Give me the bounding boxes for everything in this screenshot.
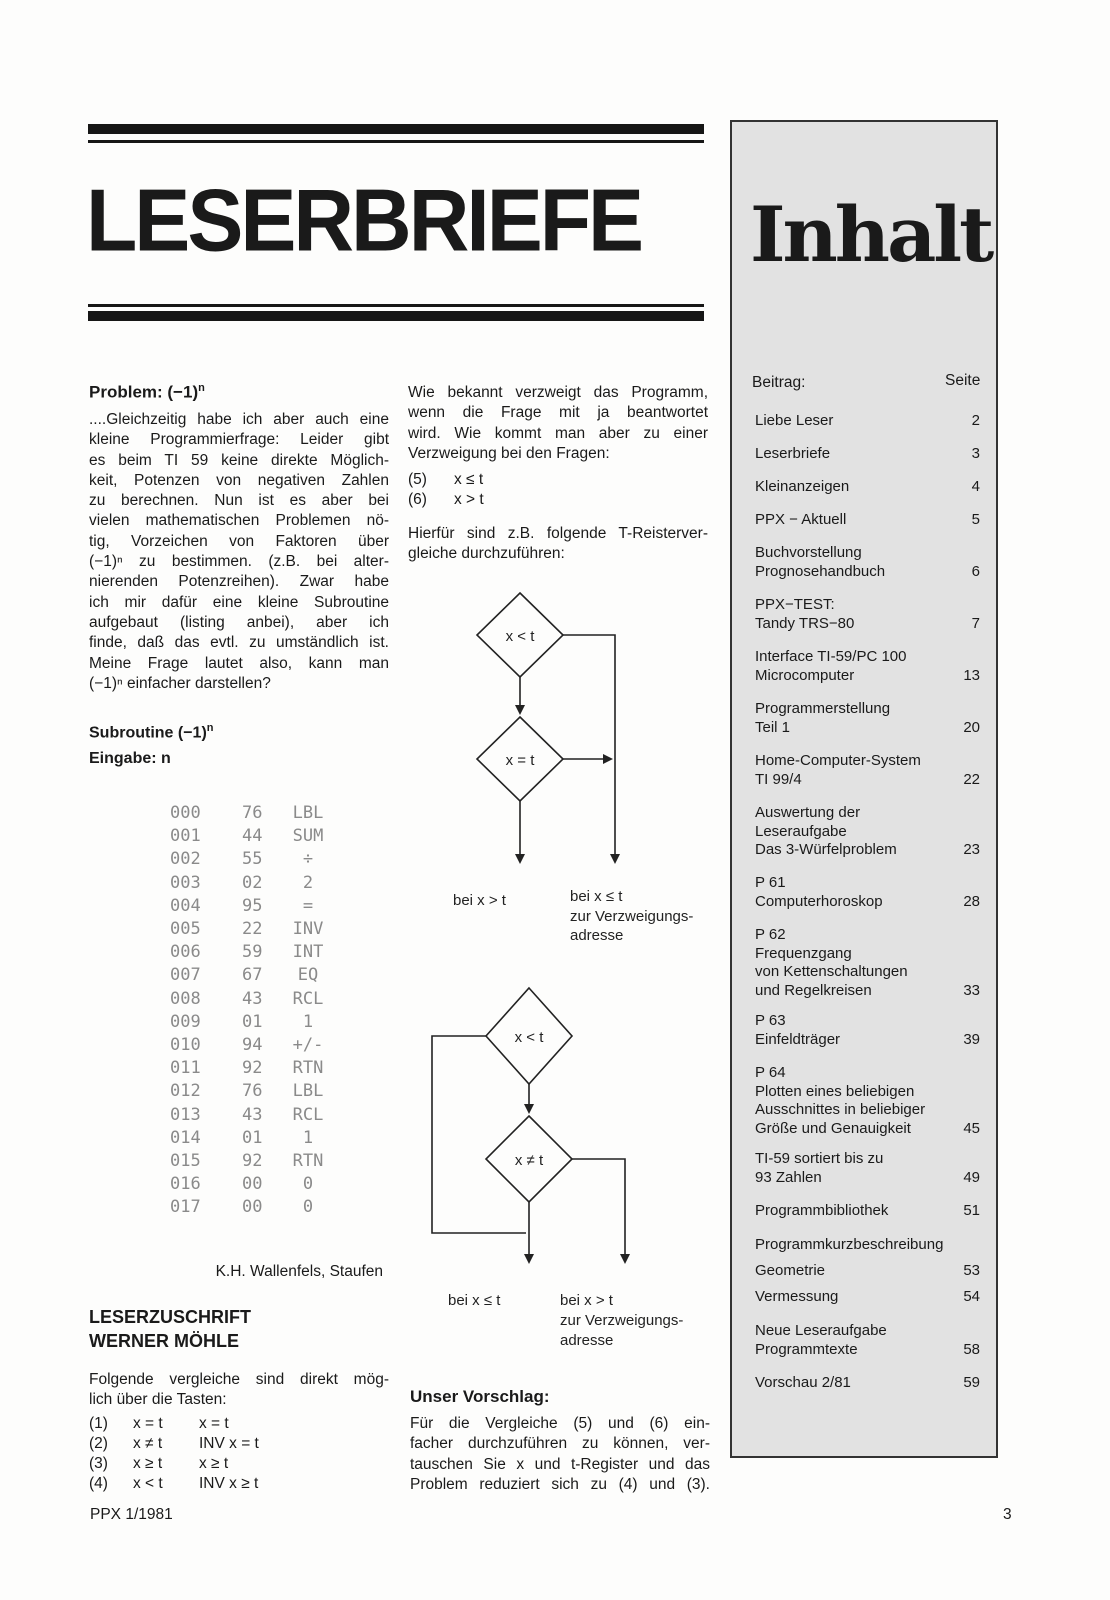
toc-item-label: P 62 — [755, 926, 786, 943]
paragraph-line: nierenden Potenzreihen). Zwar habe — [89, 573, 389, 591]
toc-item-page: 39 — [963, 1030, 980, 1048]
listing-row — [170, 1034, 330, 1057]
toc-item — [755, 1202, 980, 1221]
toc-item-label: Auswertung der — [755, 804, 861, 821]
listing-key: RTN — [292, 1151, 324, 1172]
paragraph-line: Folgende vergleiche sind direkt mög- — [89, 1371, 389, 1388]
paragraph-line: finde, daß das evtl. zu umständlich ist. — [89, 634, 389, 652]
listing-row — [170, 1127, 330, 1150]
listing-row — [170, 1057, 330, 1080]
listing-row — [170, 988, 330, 1011]
listing-row — [170, 1150, 330, 1173]
listing-key: LBL — [292, 1081, 324, 1102]
paragraph-line: Für die Vergleiche (5) und (6) ein- — [410, 1415, 710, 1432]
toc-item-label: Programmerstellung — [755, 700, 891, 717]
toc-item-page: 54 — [963, 1288, 980, 1305]
comparison-table — [89, 1414, 389, 1494]
listing-step: 001 — [170, 826, 201, 847]
flow-out-right-3: adresse — [560, 1332, 614, 1349]
decision-label: x = t — [505, 752, 535, 769]
toc-item-page: 53 — [963, 1262, 980, 1279]
listing-code: 59 — [242, 942, 263, 963]
listing-code: 94 — [242, 1035, 263, 1056]
listing-key: 0 — [302, 1197, 314, 1218]
toc-item-label: 93 Zahlen — [755, 1168, 822, 1186]
toc-item-page: 7 — [971, 614, 980, 632]
signature: K.H. Wallenfels, Staufen — [215, 1263, 383, 1280]
contents-sidebar — [730, 120, 998, 1458]
header-rule-bottom-thin — [88, 304, 704, 307]
paragraph-line: aufgebaut (listing anbei), aber ich — [89, 613, 389, 631]
listing-key: 2 — [302, 872, 314, 893]
paragraph-line: es beim TI 59 keine direkte Möglich- — [89, 451, 389, 469]
paragraph-line: Hierfür sind z.B. folgende T-Reisterver- — [408, 525, 708, 542]
sidebar-title: Inhalt — [750, 190, 992, 279]
listing-step: 014 — [170, 1127, 201, 1148]
listing-step: 008 — [170, 988, 201, 1009]
toc-item-label: von Kettenschaltungen — [755, 963, 908, 980]
toc-item-label: Liebe Leser — [755, 412, 834, 429]
footer-issue: PPX 1/1981 — [90, 1506, 173, 1523]
toc-item-label: P 61 — [755, 874, 786, 891]
comparison-cell-b: x = t — [199, 1415, 229, 1432]
toc-item — [755, 1262, 980, 1281]
toc-item-label: Buchvorstellung — [755, 544, 862, 561]
toc-item-page: 33 — [963, 981, 980, 999]
toc-item — [755, 1236, 980, 1255]
listing-step: 002 — [170, 849, 201, 870]
toc-item-label: Ausschnittes in beliebiger — [755, 1101, 926, 1118]
proposal-heading: Unser Vorschlag: — [410, 1387, 550, 1406]
question-expr: x ≤ t — [454, 471, 484, 488]
proposal-text — [410, 1414, 710, 1495]
listing-step: 015 — [170, 1151, 201, 1172]
comparison-cell-a: x < t — [133, 1475, 163, 1492]
toc-item-label: Das 3-Würfelproblem — [755, 841, 897, 858]
paragraph-line: zu berechnen. Nun ist es aber bei — [89, 492, 389, 510]
listing-key: 1 — [302, 1011, 314, 1032]
question-row — [408, 490, 608, 510]
listing-row — [170, 1011, 330, 1034]
listing-key: 0 — [302, 1174, 314, 1195]
column2-intro — [408, 383, 708, 464]
listing-row — [170, 964, 330, 987]
flowchart-1 — [400, 585, 710, 955]
comparison-cell-b: INV x = t — [199, 1435, 259, 1452]
listing-key: EQ — [297, 965, 319, 986]
listing-code: 01 — [242, 1127, 263, 1148]
toc-item-label: Vermessung — [755, 1288, 839, 1305]
question-expr: x > t — [454, 491, 484, 508]
listing-key: = — [302, 895, 314, 916]
listing-step: 009 — [170, 1011, 201, 1032]
listing-key: RCL — [292, 1104, 324, 1125]
listing-code: 55 — [242, 849, 263, 870]
flow-out-right-1: bei x > t — [560, 1292, 613, 1309]
comparison-cell-a: x ≥ t — [133, 1455, 163, 1472]
paragraph-line: (−1)ⁿ einfacher darstellen? — [89, 674, 271, 692]
article1-heading: Problem: $(-1)^n$ — [89, 382, 205, 402]
decision-label: x < t — [505, 628, 535, 645]
listing-key: 1 — [302, 1127, 314, 1148]
decision-label: x ≠ t — [514, 1152, 544, 1169]
toc-item-label: Computerhoroskop — [755, 892, 883, 910]
toc-item-label: TI-59 sortiert bis zu — [755, 1150, 884, 1167]
listing-key: SUM — [292, 826, 324, 847]
toc-item — [755, 445, 980, 464]
listing-step: 016 — [170, 1174, 201, 1195]
toc-col-article: Beitrag: — [752, 374, 806, 391]
paragraph-line: lich über die Tasten: — [89, 1391, 227, 1409]
toc-item-page: 28 — [963, 892, 980, 910]
toc-item-page: 59 — [963, 1374, 980, 1391]
toc-item-label: und Regelkreisen — [755, 981, 872, 999]
paragraph-line: tauschen Sie x und t-Register und das — [410, 1455, 710, 1473]
comparison-row — [89, 1414, 389, 1434]
toc-item-page: 23 — [963, 841, 980, 858]
toc-item-page: 6 — [971, 562, 980, 580]
paragraph-line: gleiche durchzuführen: — [408, 545, 565, 563]
listing-code: 22 — [242, 919, 263, 940]
listing-row — [170, 848, 330, 871]
toc-item-label: Programmkurzbeschreibung — [755, 1236, 944, 1253]
toc-item — [755, 804, 980, 860]
paragraph-line: facher durchzuführen zu können, ver- — [410, 1435, 710, 1453]
listing-row — [170, 941, 330, 964]
listing-row — [170, 802, 330, 825]
comparison-intro — [408, 524, 708, 565]
question-number: (5) — [408, 471, 427, 488]
page-title: LESERBRIEFE — [86, 170, 642, 270]
paragraph-line: Problem reduziert sich zu (4) und (3). — [410, 1475, 710, 1493]
paragraph-line: Wie bekannt verzweigt das Programm, — [408, 384, 708, 401]
question-number: (6) — [408, 491, 427, 508]
toc-item-label: Plotten eines beliebigen — [755, 1082, 915, 1100]
article2-heading-line2: WERNER MÖHLE — [89, 1331, 239, 1351]
flow-out-right-3: adresse — [570, 927, 624, 944]
comparison-row — [89, 1434, 389, 1454]
listing-step: 011 — [170, 1058, 201, 1079]
toc-item-label: Microcomputer — [755, 666, 855, 684]
toc-item — [755, 478, 980, 497]
toc-item-page: 3 — [971, 445, 980, 462]
flow-out-left: bei x ≤ t — [448, 1292, 501, 1309]
toc-item — [755, 700, 980, 737]
toc-item-label: TI 99/4 — [755, 770, 802, 788]
listing-row — [170, 918, 330, 941]
toc-item-page: 5 — [971, 511, 980, 528]
toc-item-label: Einfeldträger — [755, 1030, 841, 1048]
toc-item-label: PPX − Aktuell — [755, 511, 847, 528]
toc-item-label: Programmtexte — [755, 1340, 858, 1358]
questions-list — [408, 470, 608, 510]
comparison-cell-n: (4) — [89, 1475, 108, 1492]
paragraph-line: Verzweigung bei den Fragen: — [408, 444, 610, 462]
subroutine-heading: Subroutine $(-1)^n$ — [89, 722, 214, 742]
listing-key: LBL — [292, 803, 324, 823]
toc-item-label: Größe und Genauigkeit — [755, 1119, 911, 1137]
toc-item — [755, 752, 980, 789]
comparison-cell-a: x = t — [133, 1415, 163, 1432]
listing-row — [170, 1173, 330, 1196]
toc-item-page: 13 — [963, 666, 980, 684]
toc-item-label: Prognosehandbuch — [755, 562, 886, 580]
toc-item-label: Tandy TRS−80 — [755, 614, 855, 632]
listing-code: 02 — [242, 872, 263, 893]
flow-out-right-2: zur Verzweigungs- — [560, 1312, 684, 1329]
comparison-cell-b: INV x ≥ t — [199, 1475, 259, 1492]
comparison-row — [89, 1474, 389, 1494]
comparison-cell-b: x ≥ t — [199, 1455, 229, 1472]
listing-step: 003 — [170, 872, 201, 893]
listing-row — [170, 825, 330, 848]
listing-step: 005 — [170, 919, 201, 940]
paragraph-line: ....Gleichzeitig habe ich aber auch eine — [89, 411, 389, 428]
listing-step: 004 — [170, 895, 201, 916]
paragraph-line: (−1)ⁿ zu bestimmen. (z.B. bei alter- — [89, 553, 389, 571]
toc-item — [755, 648, 980, 685]
toc-item-page: 4 — [971, 478, 980, 495]
toc-item-label: Neue Leseraufgabe — [755, 1322, 887, 1339]
comparison-row — [89, 1454, 389, 1474]
decision-label: x < t — [514, 1029, 544, 1046]
paragraph-line: Meine Frage lautet also, kann man — [89, 654, 389, 672]
paragraph-line: vielen mathematischen Problemen nö- — [89, 512, 389, 530]
comparison-cell-n: (1) — [89, 1415, 108, 1432]
toc-item — [755, 544, 980, 581]
listing-row — [170, 1104, 330, 1127]
program-listing — [170, 802, 330, 1220]
toc-item-label: Leseraufgabe — [755, 822, 847, 840]
paragraph-line: tig, Vorzeichen von Faktoren über — [89, 532, 389, 550]
listing-step: 013 — [170, 1104, 201, 1125]
comparison-cell-n: (2) — [89, 1435, 108, 1452]
toc-item-label: Programmbibliothek — [755, 1202, 889, 1219]
toc-item-label: Leserbriefe — [755, 445, 831, 462]
toc-item-label: P 63 — [755, 1012, 786, 1029]
toc-item-page: 49 — [963, 1168, 980, 1186]
toc-item-label: P 64 — [755, 1064, 786, 1081]
paragraph-line: wenn die Frage mit ja beantwortet — [408, 404, 708, 422]
header-rule-bottom — [88, 311, 704, 321]
listing-step: 000 — [170, 803, 201, 823]
listing-code: 95 — [242, 895, 263, 916]
listing-code: 92 — [242, 1151, 263, 1172]
listing-code: 00 — [242, 1197, 263, 1218]
listing-code: 76 — [242, 1081, 263, 1102]
toc-item — [755, 1288, 980, 1307]
toc-item — [755, 1012, 980, 1049]
listing-code: 92 — [242, 1058, 263, 1079]
listing-code: 00 — [242, 1174, 263, 1195]
input-label: Eingabe: n — [89, 750, 171, 767]
toc-col-page: Seite — [945, 372, 981, 389]
toc-item-label: Vorschau 2/81 — [755, 1374, 851, 1391]
article2-intro — [89, 1370, 389, 1411]
toc-item-label: Interface TI-59/PC 100 — [755, 648, 907, 665]
toc-item — [755, 1374, 980, 1393]
listing-key: INT — [292, 942, 324, 963]
toc-item — [755, 926, 980, 1000]
listing-code: 76 — [242, 803, 263, 823]
comparison-cell-a: x ≠ t — [133, 1435, 163, 1452]
toc-item — [755, 596, 980, 633]
listing-step: 017 — [170, 1197, 201, 1218]
toc-item-label: Teil 1 — [755, 718, 791, 736]
listing-code: 43 — [242, 988, 263, 1009]
toc-item — [755, 412, 980, 431]
listing-row — [170, 895, 330, 918]
toc-item-page: 2 — [971, 412, 980, 429]
article1-paragraph — [89, 410, 389, 694]
toc-item-label: PPX−TEST: — [755, 596, 835, 613]
toc-item — [755, 511, 980, 530]
listing-row — [170, 872, 330, 895]
toc-item — [755, 1064, 980, 1138]
listing-code: 43 — [242, 1104, 263, 1125]
toc-item-page: 20 — [963, 718, 980, 736]
flow-out-right-2: zur Verzweigungs- — [570, 908, 694, 925]
toc-item — [755, 1322, 980, 1359]
flowchart-2 — [400, 980, 710, 1360]
flow-out-left: bei x > t — [453, 892, 506, 909]
toc-item — [755, 1150, 980, 1187]
listing-key: ÷ — [302, 849, 314, 870]
comparison-cell-n: (3) — [89, 1455, 108, 1472]
toc-item-page: 45 — [963, 1119, 980, 1137]
toc-item-page: 51 — [963, 1202, 980, 1219]
article2-heading-line1: LESERZUSCHRIFT — [89, 1307, 251, 1327]
toc-item-page: 58 — [963, 1340, 980, 1358]
flow-out-right-1: bei x ≤ t — [570, 888, 623, 905]
listing-key: +/- — [292, 1035, 324, 1056]
listing-code: 67 — [242, 965, 263, 986]
question-row — [408, 470, 608, 490]
header-rule-top — [88, 124, 704, 134]
paragraph-line: ich mir dafür eine kleine Subroutine — [89, 593, 389, 611]
footer-page-number: 3 — [1003, 1506, 1012, 1523]
listing-row — [170, 1080, 330, 1103]
paragraph-line: wird. Wie kommt man aber zu einer — [408, 424, 708, 442]
listing-key: RCL — [292, 988, 324, 1009]
toc-item-label: Home-Computer-System — [755, 752, 921, 769]
paragraph-line: keit, Potenzen von negativen Zahlen — [89, 471, 389, 489]
header-rule-top-thin — [88, 140, 704, 143]
listing-code: 44 — [242, 826, 263, 847]
listing-key: INV — [292, 919, 324, 940]
listing-step: 007 — [170, 965, 201, 986]
toc-item-label: Kleinanzeigen — [755, 478, 850, 495]
toc-item-label: Geometrie — [755, 1262, 826, 1279]
toc-item-page: 22 — [963, 770, 980, 788]
listing-code: 01 — [242, 1011, 263, 1032]
listing-step: 006 — [170, 942, 201, 963]
listing-key: RTN — [292, 1058, 324, 1079]
toc-item — [755, 874, 980, 911]
toc-item-label: Frequenzgang — [755, 944, 852, 962]
listing-row — [170, 1196, 330, 1219]
listing-step: 010 — [170, 1035, 201, 1056]
listing-step: 012 — [170, 1081, 201, 1102]
paragraph-line: kleine Programmierfrage: Leider gibt — [89, 431, 389, 449]
